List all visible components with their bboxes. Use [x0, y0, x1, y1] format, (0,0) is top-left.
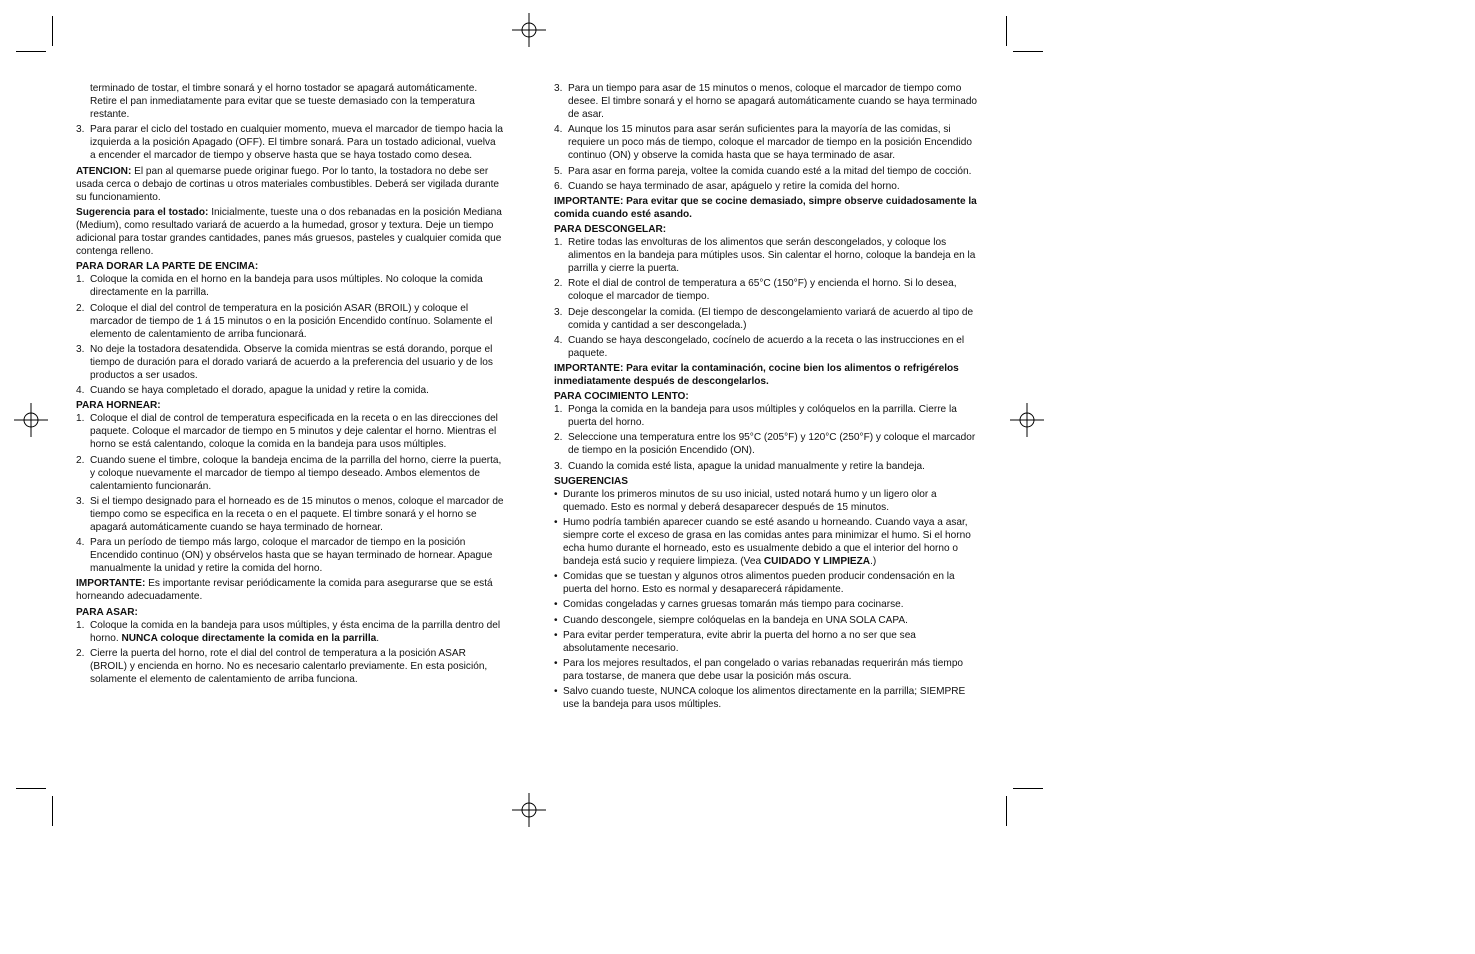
item-number: 4. [76, 537, 85, 549]
item-text: Para los mejores resultados, el pan congelado o varias rebanadas requerirán más tiempo para tostarse, de manera que debe usar la posición más oscura. [563, 657, 964, 682]
section-heading-asar: PARA ASAR: [76, 606, 138, 618]
item-text: Coloque el dial de control de temperatura especificada en la receta o en las direcciones del paquete. Coloque el marcador de tiempo en 5 minutos y deje calentar el horno. Mientras el horno se está calentando, coloque la comida en la bandeja para usos múltiples. [90, 413, 498, 451]
item-text: Ponga la comida en la bandeja para usos múltiples y colóquelos en la parrilla. Cierre la puerta del horno. [568, 404, 957, 429]
bullet-icon: • [554, 488, 558, 500]
item-number: 3. [76, 343, 85, 355]
item-text: No deje la tostadora desatendida. Observe la comida mientras se está dorando, porque el tiempo de duración para el dorado variará de acuerdo a la preferencia del usuario y de los productos a ser usados. [90, 343, 493, 381]
crop-mark [1013, 51, 1043, 52]
item-text: Para un tiempo para asar de 15 minutos o menos, coloque el marcador de tiempo como desee. El timbre sonará y el horno se apagará automáticamente cuando se haya terminado de asar. [568, 83, 978, 121]
list-item [554, 236, 982, 275]
atencion-label: ATENCION: [76, 165, 132, 177]
bullet-icon: • [554, 599, 558, 611]
crop-mark [1006, 796, 1007, 826]
item-text: Para asar en forma pareja, voltee la comida cuando esté a la mitad del tiempo de cocción. [568, 165, 972, 177]
list-item [554, 334, 982, 360]
item-number: 2. [554, 432, 563, 444]
item-text: Salvo cuando tueste, NUNCA coloque los alimentos directamente en la parrilla; SIEMPRE use la bandeja para usos múltiples. [563, 686, 966, 711]
list-item [554, 488, 982, 514]
list-item [76, 343, 504, 382]
importante-asar-paragraph: IMPORTANTE: Para evitar que se cocine demasiado, simpre observe cuidadosamente la comida cuando esté asando. [554, 195, 977, 220]
crop-mark [1006, 16, 1007, 46]
list-item [76, 619, 504, 645]
list-item [554, 165, 982, 178]
item-text: Aunque los 15 minutos para asar serán suficientes para la mayoría de las comidas, si requiere un poco más de tiempo, coloque el marcador de tiempo en la posición Encendido continuo (ON) y observe la comida hasta que se haya terminado de asar. [568, 124, 972, 162]
section-heading-descongelar: PARA DESCONGELAR: [554, 223, 667, 235]
section-heading-sugerencias: SUGERENCIAS [554, 475, 629, 487]
item-text: Cierre la puerta del horno, rote el dial del control de temperatura a la posición ASAR (BROIL) y encienda en horno. No es necesario calentarlo previamente. En esta posición, solamente el elemento de calentamiento de arriba funciona. [90, 647, 488, 686]
importante-descongelar-paragraph: IMPORTANTE: Para evitar la contaminación, cocine bien los alimentos o refrigérelos inmediatamente después de descongelarlos. [554, 362, 959, 387]
item-number: 3. [554, 460, 563, 472]
importante-text: Es importante revisar periódicamente la comida para asegurarse que se está horneando adecuadamente. [76, 578, 493, 603]
atencion-text: El pan al quemarse puede originar fuego. Por lo tanto, la tostadora no debe ser usada cerca o debajo de cortinas u otros materiales combustibles. Deberá ser vigilada durante su funcionamiento. [76, 165, 500, 203]
list-item [554, 82, 982, 121]
left-column [76, 82, 504, 688]
list-item [554, 306, 982, 332]
list-item [554, 570, 982, 596]
bullet-icon: • [554, 571, 558, 583]
section-heading-hornear: PARA HORNEAR: [76, 400, 161, 412]
list-item [76, 123, 504, 162]
list-item [554, 614, 982, 627]
item-text: Seleccione una temperatura entre los 95°C (205°F) y 120°C (250°F) y coloque el marcador de tiempo en la posición Encendido (ON). [568, 432, 976, 457]
list-item [554, 685, 982, 711]
bullet-icon: • [554, 516, 558, 528]
bullet-icon: • [554, 686, 558, 698]
item-text: Cuando se haya descongelado, cocínelo de acuerdo a la receta o las instrucciones en el paquete. [568, 334, 965, 359]
item-text: Rote el dial de control de temperatura a 65°C (150°F) y encienda el horno. Si lo desea, coloque el marcador de tiempo. [568, 278, 957, 303]
item-number: 1. [554, 404, 563, 416]
list-item [554, 277, 982, 303]
list-item [76, 302, 504, 341]
sugerencia-label: Sugerencia para el tostado: [76, 206, 209, 218]
section-heading-dorar: PARA DORAR LA PARTE DE ENCIMA: [76, 261, 259, 273]
atencion-paragraph [76, 165, 504, 204]
item-number: 1. [76, 413, 85, 425]
item-number: 1. [76, 274, 85, 286]
bullet-icon: • [554, 657, 558, 669]
item-bold-text: NUNCA coloque directamente la comida en la parrilla [121, 632, 377, 644]
list-item [554, 598, 982, 611]
item-text-end: . [376, 632, 380, 644]
crop-mark [16, 51, 46, 52]
list-item [76, 412, 504, 451]
item-text: Coloque la comida en la bandeja para usos múltiples, y ésta encima de la parrilla dentro del horno. [90, 619, 501, 644]
item-text: Retire todas las envolturas de los alimentos que serán descongelados, y coloque los alimentos en la bandeja para mútiples usos. Sin calentar el horno, coloque la bandeja en la parrilla y cierre la puerta. [568, 237, 976, 275]
item-number: 4. [76, 385, 85, 397]
importante-label: IMPORTANTE: [76, 578, 146, 590]
importante-paragraph [76, 577, 504, 603]
list-item [554, 403, 982, 429]
list-item [554, 516, 982, 568]
item-number: 4. [554, 334, 563, 346]
item-text: Cuando se haya terminado de asar, apáguelo y retire la comida del horno. [568, 180, 900, 192]
item-text: Para evitar perder temperatura, evite abrir la puerta del horno a no ser que sea absolutamente necesario. [563, 629, 916, 654]
item-text: Comidas que se tuestan y algunos otros alimentos pueden producir condensación en la puerta del horno. Esto es normal y desaparecerá rápidamente. [563, 571, 955, 596]
item-text: Cuando se haya completado el dorado, apague la unidad y retire la comida. [90, 385, 429, 397]
item-number: 2. [76, 302, 85, 314]
crop-mark [52, 16, 53, 46]
registration-mark [512, 793, 546, 827]
list-item [554, 123, 982, 162]
item-number: 1. [76, 619, 85, 631]
crop-mark [16, 788, 46, 789]
item-text: Deje descongelar la comida. (El tiempo de descongelamiento variará de acuerdo al tipo de comida y cantidad a ser descongelada.) [568, 306, 974, 331]
item-number: 6. [554, 180, 563, 192]
list-item [76, 384, 504, 397]
item-number: 1. [554, 237, 563, 249]
item-text-end: .) [870, 556, 877, 568]
sugerencia-text: Inicialmente, tueste una o dos rebanadas en la posición Mediana (Medium), como resultado variará de acuerdo a la humedad, grosor y textura. Deje un tiempo adicional para tostar grandes cantidades, panes más gruesos, pasteles y cualquier comida que contenga relleno. [76, 206, 502, 258]
bullet-icon: • [554, 614, 558, 626]
item-text: Para un período de tiempo más largo, coloque el marcador de tiempo en la posición Encendido continuo (ON) y obsérvelos hasta que se hayan terminado de hornear. Apague manualmente la unidad y retire la comida del horno. [90, 537, 493, 575]
item-number: 3. [76, 495, 85, 507]
registration-mark [512, 13, 546, 47]
list-item [76, 495, 504, 534]
registration-mark [14, 403, 48, 437]
item-number: 3. [554, 83, 563, 94]
list-item [554, 629, 982, 655]
item-number: 3. [554, 306, 563, 318]
item-text: Para parar el ciclo del tostado en cualquier momento, mueva el marcador de tiempo hacia la izquierda a la posición Apagado (OFF). El timbre sonará. Para un tostado adicional, vuelva a encender el marcador de tiempo y observe hasta que se haya tostado como desea. [90, 124, 503, 162]
item-number: 2. [76, 647, 85, 659]
item-number: 3. [76, 124, 85, 136]
list-item [76, 536, 504, 575]
item-text: Coloque la comida en el horno en la bandeja para usos múltiples. No coloque la comida directamente en la parrilla. [90, 274, 483, 299]
item-number: 4. [554, 124, 563, 136]
list-item [554, 460, 982, 473]
item-text: Durante los primeros minutos de su uso inicial, usted notará humo y un ligero olor a quemado. Esto es normal y deberá desaparecer después de 15 minutos. [563, 488, 937, 513]
list-item [554, 180, 982, 193]
section-heading-lento: PARA COCIMIENTO LENTO: [554, 391, 689, 403]
item-number: 5. [554, 165, 563, 177]
bullet-icon: • [554, 629, 558, 641]
right-column [554, 82, 982, 713]
list-item [76, 647, 504, 686]
item-text: terminado de tostar, el timbre sonará y el horno tostador se apagará automáticamente. Retire el pan inmediatamente para evitar que se tueste demasiado con la temperatura restante. [90, 83, 478, 121]
item-text: Coloque el dial del control de temperatura en la posición ASAR (BROIL) y coloque el marcador de tiempo de 1 á 15 minutos o en la posición Encendido contínuo. Solamente el elemento de calentamiento de arriba funcionará. [90, 302, 493, 340]
sugerencia-paragraph [76, 206, 504, 258]
item-number: 2. [76, 454, 85, 466]
crop-mark [52, 796, 53, 826]
item-text: Cuando la comida esté lista, apague la unidad manualmente y retire la bandeja. [568, 460, 925, 472]
list-item [76, 454, 504, 493]
item-bold-text: CUIDADO Y LIMPIEZA [763, 556, 871, 568]
item-text: Humo podría también aparecer cuando se esté asando u horneando. Cuando vaya a asar, siempre corte el exceso de grasa en las comidas antes para minimizar el humo. Si el horno echa humo durante el horneado, esto es usualmente debido a que el interior del horno o bandeja está sucio y requiere limpieza. (Vea [563, 516, 971, 568]
item-text: Cuando suene el timbre, coloque la bandeja encima de la parrilla del horno, cierre la puerta, y coloque nuevamente el marcador de tiempo al tiempo deseado. Ambos elementos de calentamiento funcionarán. [90, 454, 502, 492]
list-item [554, 657, 982, 683]
item-text: Cuando descongele, siempre colóquelas en la bandeja en UNA SOLA CAPA. [563, 614, 908, 626]
list-item [554, 431, 982, 457]
list-item [76, 82, 504, 121]
registration-mark [1010, 403, 1044, 437]
item-text: Si el tiempo designado para el horneado es de 15 minutos o menos, coloque el marcador de tiempo como se especifica en la receta o en el paquete. El timbre sonará y el horno se apagará automáticamente cuando se haya terminado de hornear. [90, 495, 504, 533]
item-text: Comidas congeladas y carnes gruesas tomarán más tiempo para cocinarse. [563, 599, 904, 611]
list-item [76, 273, 504, 299]
item-number: 2. [554, 278, 563, 290]
crop-mark [1013, 788, 1043, 789]
